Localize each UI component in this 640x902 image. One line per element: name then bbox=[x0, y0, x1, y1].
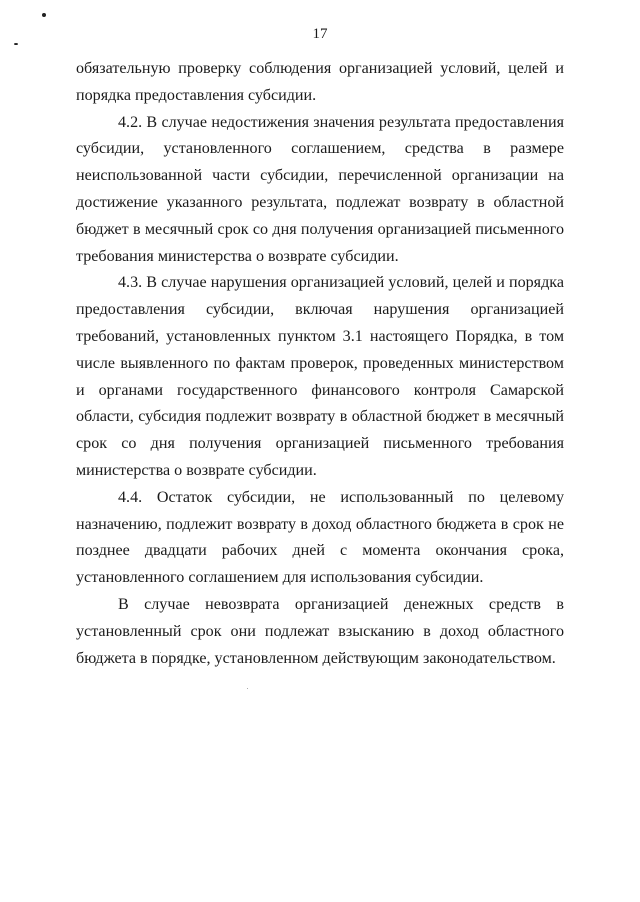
scan-speck bbox=[247, 688, 248, 689]
scan-speck bbox=[42, 13, 46, 17]
paragraph-return: В случае невозврата организацией денежных средств в установленный срок они подлежат взысканию в доход областного бюджета в порядке, установленном действующим законодательством. bbox=[76, 595, 564, 667]
paragraph-4-3: 4.3. В случае нарушения организацией условий, целей и порядка предоставления субсидии, включая нарушения организацией требований, установленных пунктом 3.1 настоящего Порядка, в том числе выявленного по фактам проверок, проведенных министерством и органами государственного финансового контроля Самарской области, субсидия подлежит возврату в областной бюджет в месячный срок со дня получения организацией письменного требования министерства о возврате субсидии. bbox=[76, 274, 564, 479]
document-body bbox=[76, 56, 564, 672]
paragraph-4-4: 4.4. Остаток субсидии, не использованный по целевому назначению, подлежит возврату в доход областного бюджета в срок не позднее двадцати рабочих дней с момента окончания срока, установленного соглашением для использования субсидии. bbox=[76, 488, 564, 587]
scan-speck bbox=[14, 43, 18, 45]
paragraph-intro: обязательную проверку соблюдения организацией условий, целей и порядка предоставления субсидии. bbox=[76, 60, 564, 104]
paragraph-4-2: 4.2. В случае недостижения значения результата предоставления субсидии, установленного соглашением, средства в размере неиспользованной части субсидии, перечисленной организации на достижение указанного результата, подлежат возврату в областной бюджет в месячный срок со дня получения организацией письменного требования министерства о возврате субсидии. bbox=[76, 113, 564, 265]
page-number: 17 bbox=[312, 26, 328, 42]
